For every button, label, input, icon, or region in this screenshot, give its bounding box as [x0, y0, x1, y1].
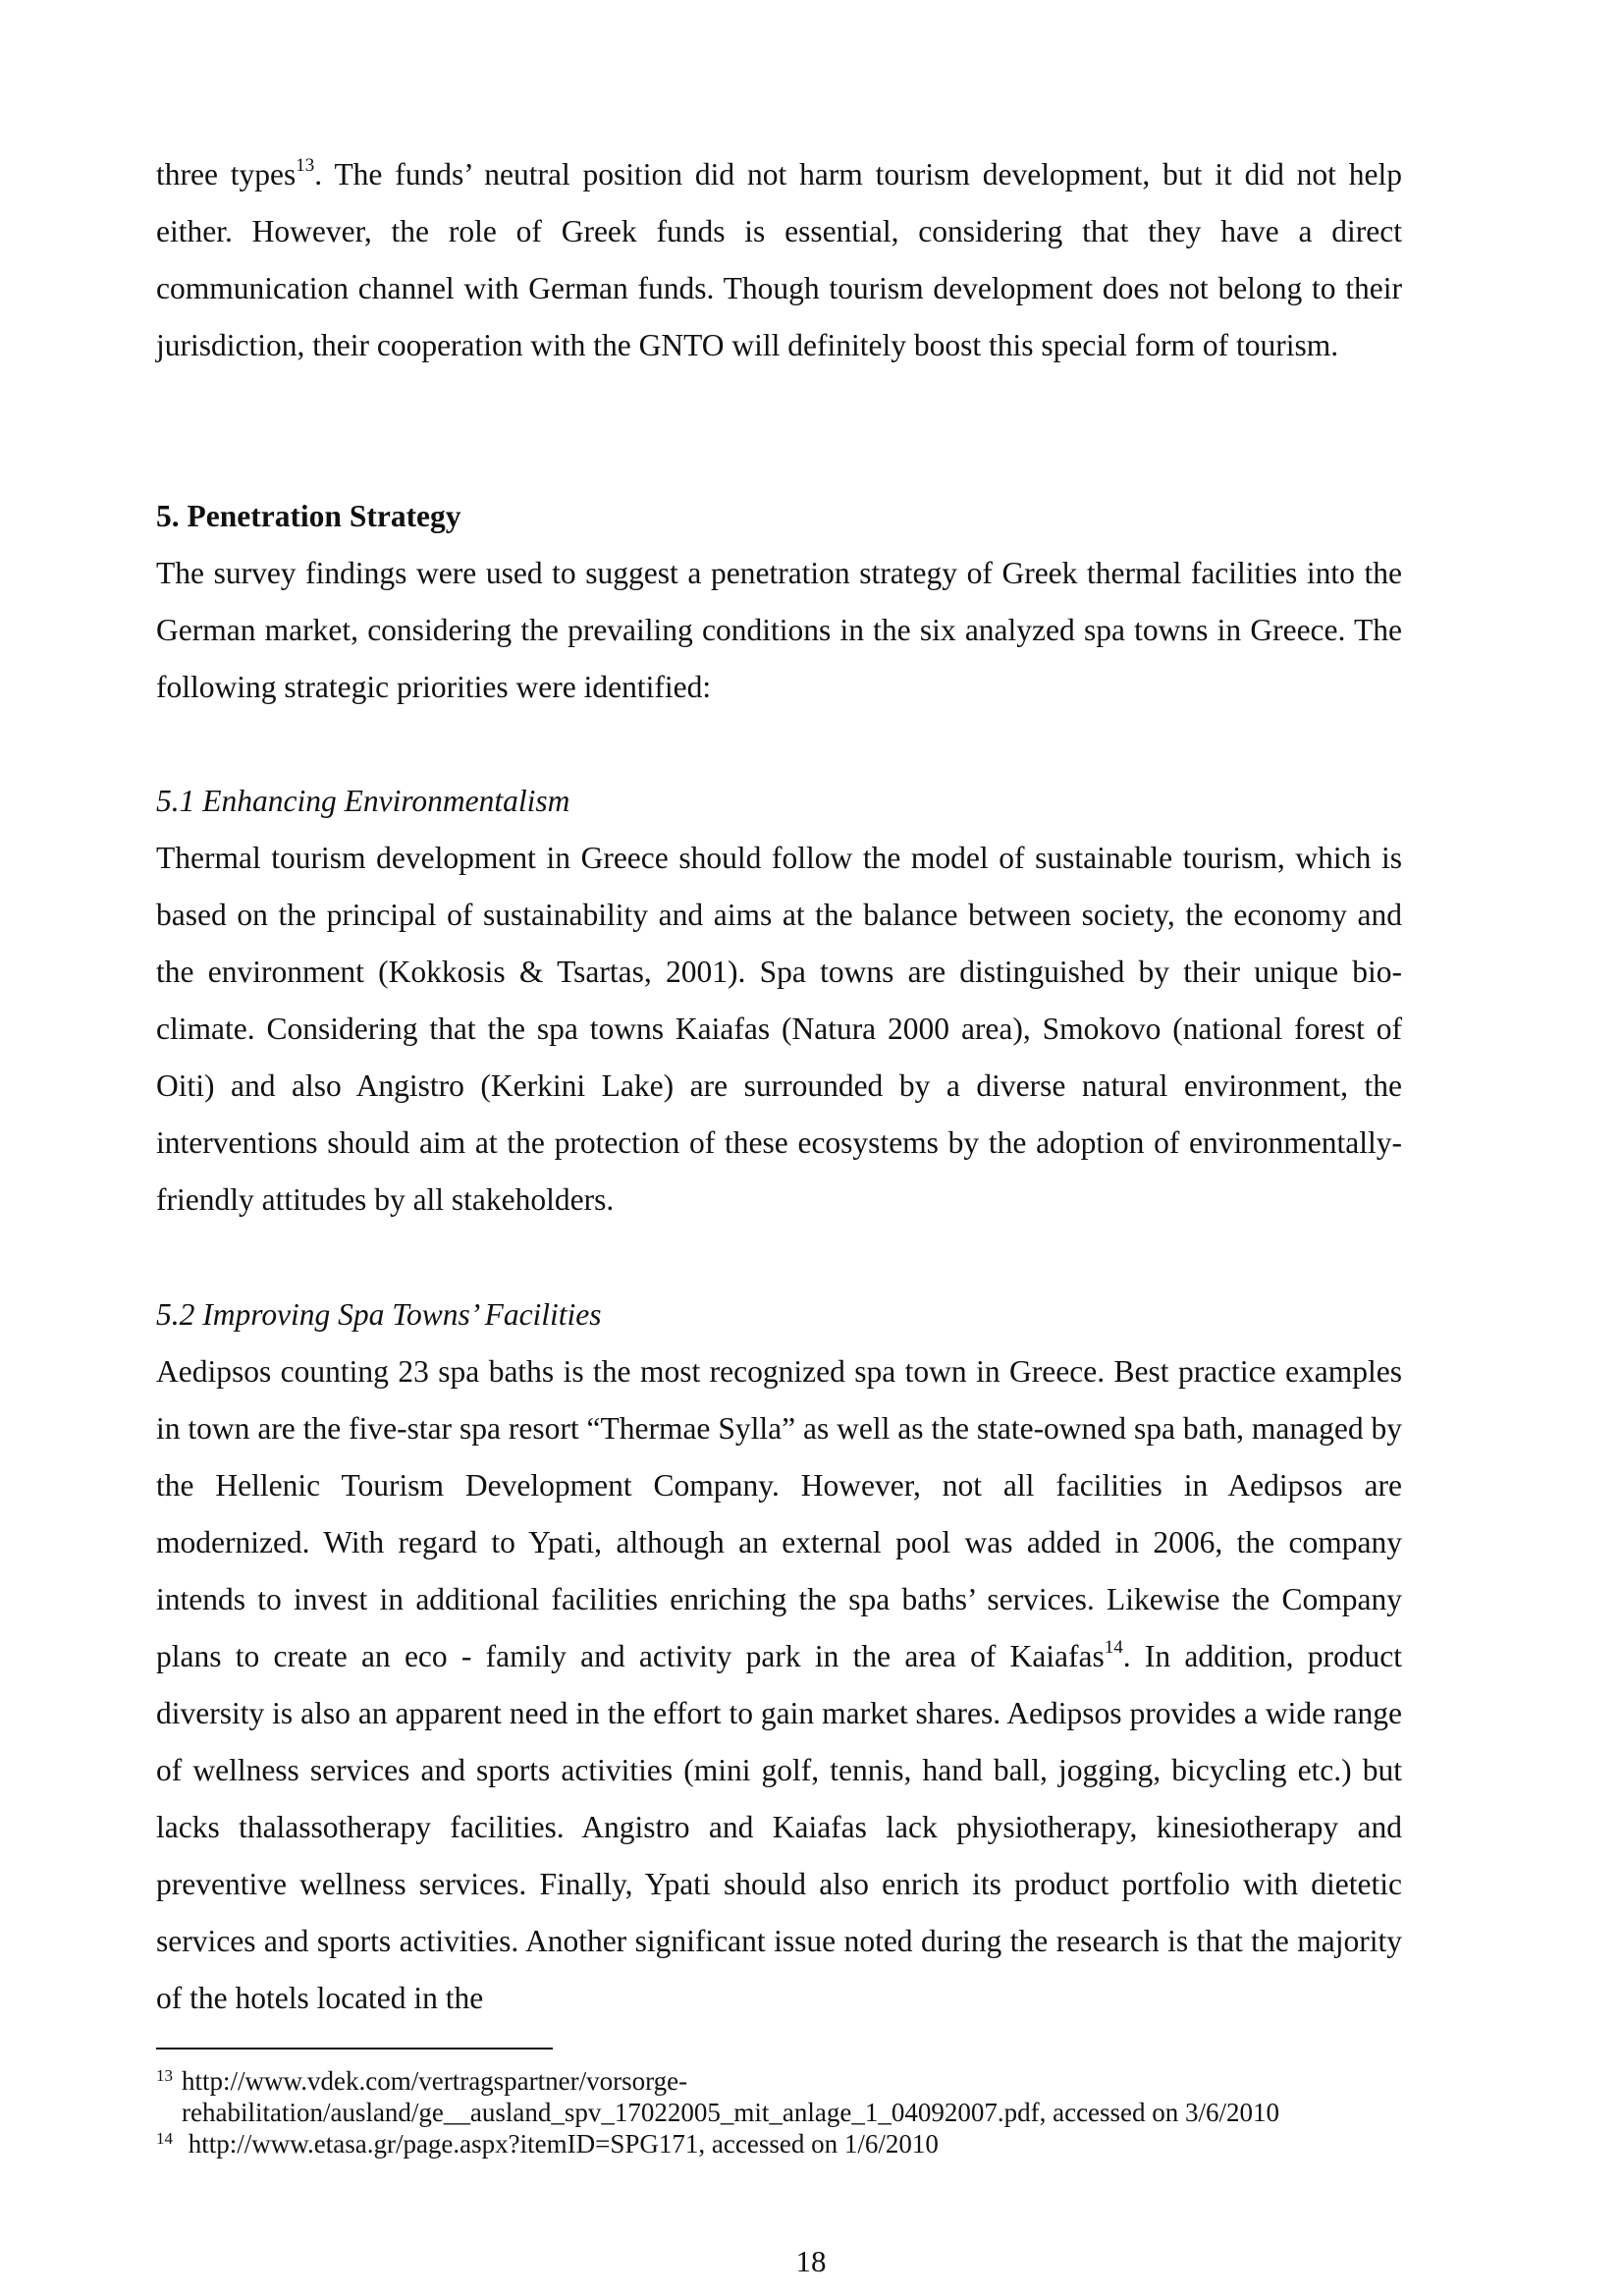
footnote-13-line2[interactable]: rehabilitation/ausland/ge__ausland_spv_17022005_mit_anlage_1_04092007.pdf, accessed on 3/6/2010 [182, 2098, 1280, 2127]
footnote-13-link[interactable]: http://www.vdek.com/vertragspartner/vorsorge- [182, 2066, 688, 2096]
intro-paragraph [156, 146, 1402, 374]
footnote-14-number: 14 [156, 2129, 173, 2148]
footnote-ref-13[interactable]: 13 [296, 154, 315, 176]
section-5-2-body-start: Aedipsos counting 23 spa baths is the most recognized spa town in Greece. Best practice examples in town are the five-star spa resort “Thermae Sylla” as well as the state-owned spa bath, managed by the Hellenic Tourism Development Company. However, not all facilities in Aedipsos are modernized. With regard to Ypati, although an external pool was added in 2006, the company intends to invest in additional facilities enriching the spa baths’ services. Likewise the Company plans to create an eco - family and activity park in the area of Kaiafas [156, 1354, 1402, 1673]
section-5-2-body-end: . In addition, product diversity is also an apparent need in the effort to gain market shares. Aedipsos provides a wide range of wellness services and sports activities (mini golf, tennis, hand ball, jogging, bicycling etc.) but lacks thalassotherapy facilities. Angistro and Kaiafas lack physiotherapy, kinesiotherapy and preventive wellness services. Finally, Ypati should also enrich its product portfolio with dietetic services and sports activities. Another significant issue noted during the research is that the majority of the hotels located in the [156, 1639, 1403, 2015]
section-5-1 [156, 773, 1402, 1229]
page-number: 18 [795, 2244, 827, 2278]
footnote-13-number: 13 [156, 2066, 173, 2085]
intro-text-end: . The funds’ neutral position did not harm tourism development, but it did not help either. However, the role of Greek funds is essential, considering that they have a direct communication channel with German funds. Though tourism development does not belong to their jurisdiction, their cooperation with the GNTO will definitely boost this special form of tourism. [156, 157, 1402, 362]
section-5 [156, 488, 1402, 716]
section-5-2-heading: 5.2 Improving Spa Towns’ Facilities [156, 1297, 602, 1332]
footnote-separator [156, 2048, 553, 2050]
footnote-ref-14[interactable]: 14 [1104, 1636, 1123, 1658]
section-5-1-body: Thermal tourism development in Greece should follow the model of sustainable tourism, which is based on the principal of sustainability and aims at the balance between society, the economy and the environment (Kokkosis & Tsartas, 2001). Spa towns are distinguished by their unique bio-climate. Considering that the spa towns Kaiafas (Natura 2000 area), Smokovo (national forest of Oiti) and also Angistro (Kerkini Lake) are surrounded by a diverse natural environment, the interventions should aim at the protection of these ecosystems by the adoption of environmentally-friendly attitudes by all stakeholders. [156, 841, 1402, 1217]
section-5-1-heading: 5.1 Enhancing Environmentalism [156, 784, 570, 818]
intro-text-start: three types [156, 157, 297, 191]
section-5-heading: 5. Penetration Strategy [156, 499, 461, 533]
footnote-14-link[interactable]: http://www.etasa.gr/page.aspx?itemID=SPG171, accessed on 1/6/2010 [182, 2129, 939, 2159]
footnote-13 [156, 2060, 1433, 2128]
section-5-2 [156, 1286, 1402, 2027]
section-5-body: The survey findings were used to suggest a penetration strategy of Greek thermal facilities into the German market, considering the prevailing conditions in the six analyzed spa towns in Greece. The following strategic priorities were identified: [156, 556, 1402, 704]
footnote-14 [156, 2123, 1433, 2159]
